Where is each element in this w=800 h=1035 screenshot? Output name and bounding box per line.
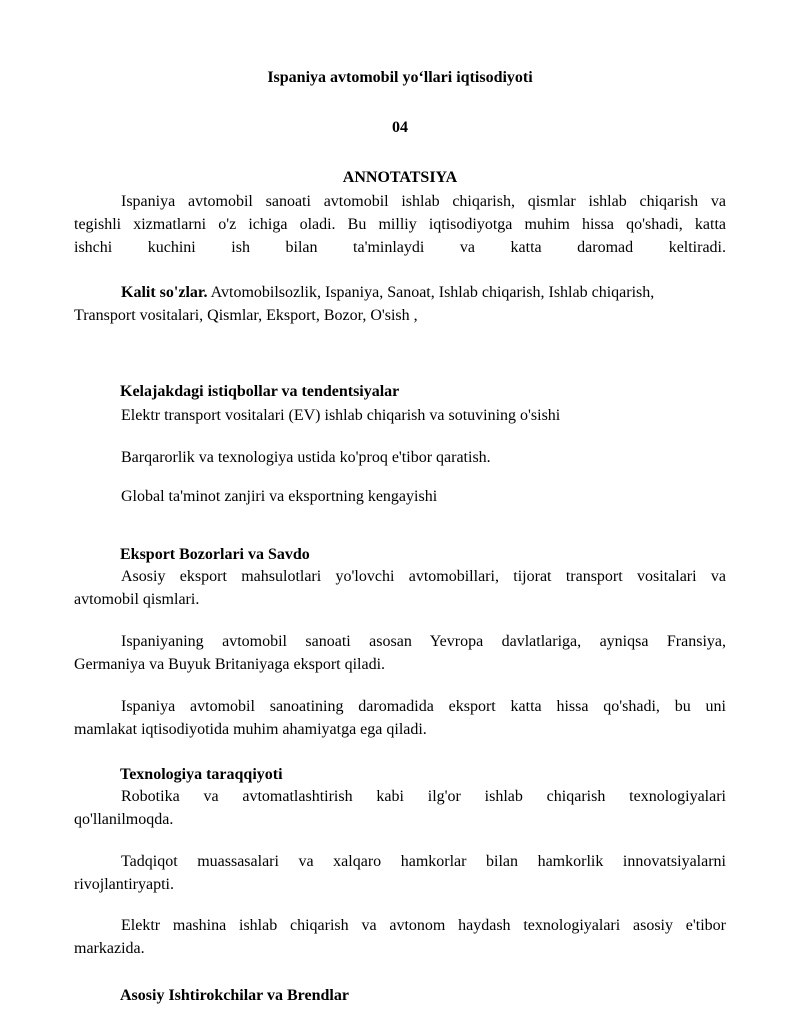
export-p3-line-1: Ispaniya avtomobil sanoatining daromadida eksport katta hissa qo'shadi, bu uni [121, 698, 726, 715]
future-item-2: Barqarorlik va texnologiya ustida ko'proq e'tibor qaratish. [121, 449, 491, 466]
technology-paragraph-3 [74, 914, 726, 960]
annotation-line-1: Ispaniya avtomobil sanoati avtomobil ishlab chiqarish, qismlar ishlab chiqarish va [121, 193, 726, 210]
future-item-3: Global ta'minot zanjiri va eksportning kengayishi [121, 488, 438, 505]
section-heading-technology: Texnologiya taraqqiyoti [120, 766, 283, 783]
future-item-1: Elektr transport vositalari (EV) ishlab chiqarish va sotuvining o'sishi [121, 407, 561, 424]
export-p3-line-2: mamlakat iqtisodiyotida muhim ahamiyatga ega qiladi. [74, 721, 427, 738]
section-heading-export: Eksport Bozorlari va Savdo [120, 546, 310, 563]
tech-p1-line-2: qo'llanilmoqda. [74, 811, 174, 828]
keywords-line-1 [74, 281, 726, 304]
tech-p2-line-2: rivojlantiryapti. [74, 876, 174, 893]
document-number: 04 [392, 119, 408, 136]
annotation-heading: ANNOTATSIYA [342, 169, 458, 186]
section-heading-future: Kelajakdagi istiqbollar va tendentsiyalar [120, 383, 400, 400]
export-p2-line-2: Germaniya va Buyuk Britaniyaga eksport qiladi. [74, 656, 386, 673]
export-p1-line-1: Asosiy eksport mahsulotlari yo'lovchi avtomobillari, tijorat transport vositalari va [121, 568, 726, 585]
keywords-paragraph [74, 281, 726, 327]
tech-p1-line-1: Robotika va avtomatlashtirish kabi ilg'or ishlab chiqarish texnologiyalari [121, 788, 726, 805]
keywords-label: Kalit so'zlar. [121, 284, 208, 301]
export-paragraph-1 [74, 565, 726, 611]
tech-p3-line-1: Elektr mashina ishlab chiqarish va avtonom haydash texnologiyalari asosiy e'tibor [121, 917, 726, 934]
technology-paragraph-1 [74, 785, 726, 831]
technology-paragraph-2 [74, 850, 726, 896]
section-heading-players: Asosiy Ishtirokchilar va Brendlar [120, 987, 349, 1004]
export-p2-line-1: Ispaniyaning avtomobil sanoati asosan Yevropa davlatlariga, ayniqsa Fransiya, [121, 633, 726, 650]
tech-p3-line-2: markazida. [74, 940, 145, 957]
document-title: Ispaniya avtomobil yo‘llari iqtisodiyoti [267, 69, 533, 86]
keywords-line-2: Transport vositalari, Qismlar, Eksport, Bozor, O'sish , [74, 307, 418, 324]
export-paragraph-2 [74, 630, 726, 676]
export-paragraph-3 [74, 695, 726, 741]
annotation-paragraph [74, 190, 726, 259]
tech-p2-line-1: Tadqiqot muassasalari va xalqaro hamkorlar bilan hamkorlik innovatsiyalarni [121, 853, 726, 870]
export-p1-line-2: avtomobil qismlari. [74, 591, 200, 608]
annotation-line-2: tegishli xizmatlarni o'z ichiga oladi. Bu milliy iqtisodiyotga muhim hissa qo'shadi, katta [74, 216, 726, 233]
annotation-line-3: ishchi kuchini ish bilan ta'minlaydi va katta daromad keltiradi. [74, 239, 726, 256]
keywords-text-1: Avtomobilsozlik, Ispaniya, Sanoat, Ishlab chiqarish, Ishlab chiqarish, [207, 284, 655, 301]
